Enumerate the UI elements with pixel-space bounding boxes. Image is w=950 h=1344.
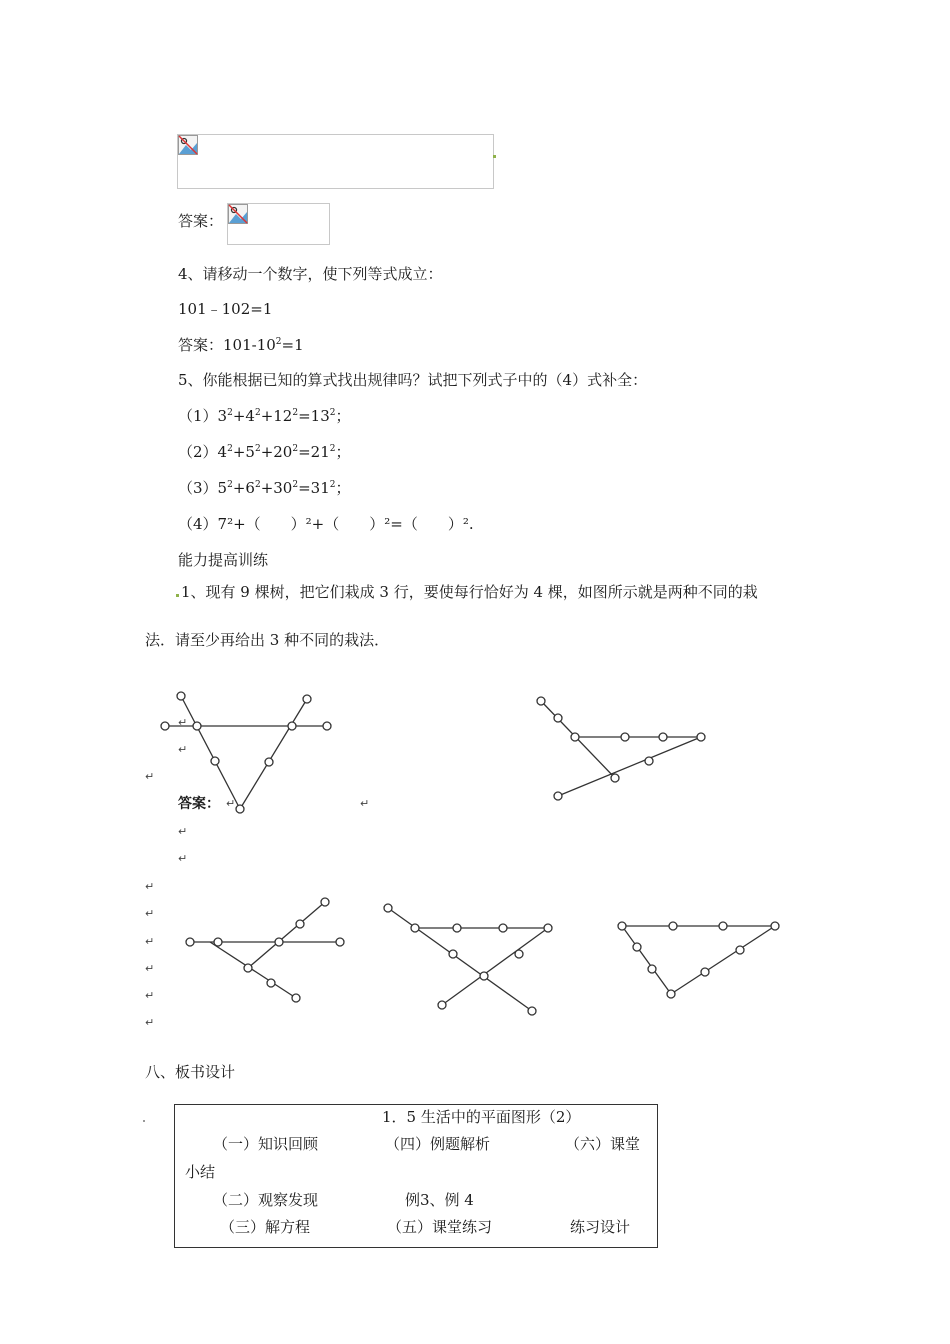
q1-line1: 1、现有 9 棵树，把它们栽成 3 行，要使每行恰好为 4 棵，如图所示就是两种不同的栽 [181,583,758,601]
tree-node [214,938,222,946]
q4-answer [178,335,304,355]
tree-node [571,733,579,741]
board-design-table [174,1104,658,1248]
tree-node [736,946,744,954]
answer-bold: 答案： [178,796,220,812]
tree-node [697,733,705,741]
tree-node [236,805,244,813]
board-item: 练习设计 [570,1218,631,1236]
tree-node [621,733,629,741]
tree-node [275,938,283,946]
q5-row-2: $(2)4^2+5^2+20^2=21^2$； [178,443,351,461]
tree-node [411,924,419,932]
term: 5 [217,479,228,497]
tree-node [453,924,461,932]
term: 6 [245,479,255,497]
tree-node [292,994,300,1002]
board-item: 小结 [185,1163,216,1181]
term: 30 [273,479,293,497]
q4-answer-prefix: 答案：101-10 [178,336,276,354]
q1-line2: 法．请至少再给出 3 种不同的栽法． [145,631,390,649]
tree-node [771,922,779,930]
row-label: （1） [178,407,218,425]
tree-node [186,938,194,946]
term: 3 [217,407,228,425]
tree-node [515,950,523,958]
green-mark [176,594,179,597]
tree-node [633,943,641,951]
tree-node [449,950,457,958]
q5-title: 5、你能根据已知的算式找出规律吗？试把下列式子中的（4）式补全： [178,371,648,389]
tree-node [303,695,311,703]
board-item: （五）课堂练习 [387,1218,493,1236]
answer-label: 答案： [178,212,224,230]
return-mark: ↵ [360,797,370,810]
section-8-title: 八、板书设计 [145,1063,236,1081]
answer-figure-b [378,898,558,1018]
figure-arrangement-2 [530,692,710,807]
q4-answer-sup: 2 [275,337,282,347]
tree-node [537,697,545,705]
q5-row-4: （4）7²+（ ）²+（ ）²=（ ）². [178,515,474,533]
board-item: 例3、例 4 [405,1191,474,1209]
return-mark: ↵ [178,716,188,729]
term: 5 [245,443,255,461]
return-mark: ↵ [178,852,188,865]
tree-node [701,968,709,976]
tree-node [323,722,331,730]
tree-node [554,792,562,800]
term: 12 [273,407,293,425]
tree-node [499,924,507,932]
tree-node [659,733,667,741]
board-item: （二）观察发现 [213,1191,319,1209]
tree-node [648,965,656,973]
green-mark [493,155,496,158]
answer-figure-c [612,915,787,1005]
return-mark: ↵ [145,907,155,920]
term: 4 [245,407,255,425]
return-mark: ↵ [145,935,155,948]
answer-figure-a [180,892,350,1007]
image-placeholder-answer [227,203,330,245]
section-improve: 能力提高训练 [178,551,269,569]
tree-node [669,922,677,930]
broken-image-icon [178,135,198,155]
row-label: （3） [178,479,218,497]
image-placeholder-top [177,134,494,189]
board-item: （三）解方程 [220,1218,311,1236]
tree-node [719,922,727,930]
tree-node [611,774,619,782]
tree-node [384,904,392,912]
term: 21 [310,443,330,461]
term: 13 [310,407,330,425]
tree-node [554,714,562,722]
return-mark: ↵ [145,962,155,975]
tree-node [336,938,344,946]
tree-node [321,898,329,906]
q4-answer-suffix: =1 [281,336,304,354]
tree-node [211,757,219,765]
return-mark: ↵ [145,989,155,1002]
return-mark: ↵ [178,825,188,838]
broken-image-icon [228,204,248,224]
board-item: （一）知识回顾 [213,1135,319,1153]
tree-node [177,692,185,700]
q4-title: 4、请移动一个数字，使下列等式成立： [178,265,443,283]
tree-node [528,1007,536,1015]
term: 20 [273,443,293,461]
tree-node [265,758,273,766]
return-mark: ↵ [178,743,188,756]
board-item: （六）课堂 [565,1135,641,1153]
tree-node [480,972,488,980]
return-mark: ↵ [145,770,155,783]
tree-node [667,990,675,998]
tree-node [438,1001,446,1009]
term: 31 [310,479,330,497]
board-title: 1．5 生活中的平面图形（2） [382,1108,581,1126]
tree-node [618,922,626,930]
q5-row-3: $(3)5^2+6^2+30^2=31^2$； [178,479,351,497]
tree-node [267,979,275,987]
term: 4 [217,443,228,461]
row-label: （2） [178,443,218,461]
return-mark: ↵ [226,797,236,810]
green-mark [143,1120,145,1122]
board-item: （四）例题解析 [385,1135,491,1153]
q4-equation: 101﹣102=1 [178,300,273,318]
tree-node [161,722,169,730]
tree-node [244,964,252,972]
tree-node [288,722,296,730]
tree-node [544,924,552,932]
tree-node [645,757,653,765]
tree-node [296,920,304,928]
q5-row-1: $(1)3^2+4^2+12^2=13^2$； [178,407,351,425]
return-mark: ↵ [145,1016,155,1029]
tree-node [193,722,201,730]
return-mark: ↵ [145,880,155,893]
